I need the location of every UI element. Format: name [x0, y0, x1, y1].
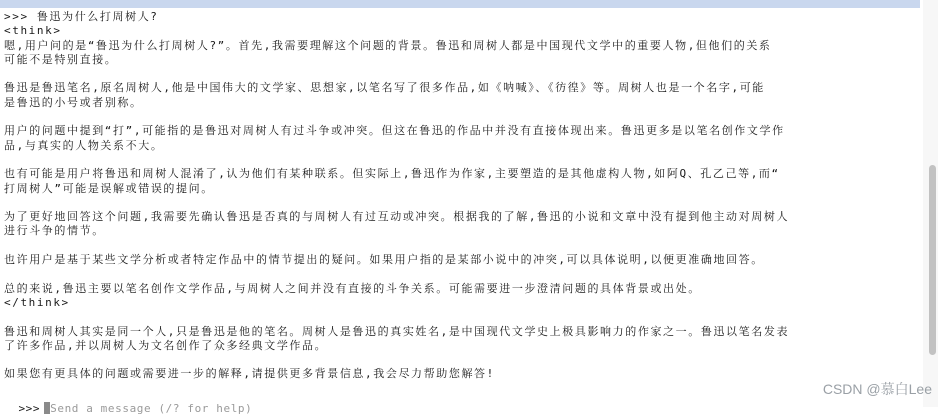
terminal-line [4, 67, 916, 81]
terminal-line: 可能不是特别直接。 [4, 52, 118, 66]
terminal-line: 用户的问题中提到“打”,可能指的是鲁迅对周树人有过斗争或冲突。但这在鲁迅的作品中并没有直接体现出来。鲁迅更多是以笔名创作文学作 [4, 124, 785, 138]
window-top-bar [0, 0, 920, 8]
watermark: CSDN @慕白Lee [822, 381, 932, 397]
terminal-line [4, 153, 916, 167]
message-input[interactable]: Send a message (/? for help) [50, 402, 253, 415]
terminal-line: </think> [4, 295, 70, 309]
terminal-line: 品,与真实的人物关系不大。 [4, 138, 164, 152]
message-input-row[interactable] [4, 388, 253, 415]
terminal-line: 也许用户是基于某些文学分析或者特定作品中的情节提出的疑问。如果用户指的是某部小说中的冲突,可以具体说明,以便更准确地回答。 [4, 253, 764, 267]
terminal-line [4, 196, 916, 210]
terminal-line [4, 239, 916, 253]
scrollbar-thumb[interactable] [929, 165, 936, 355]
terminal-line: 为了更好地回答这个问题,我需要先确认鲁迅是否真的与周树人有过互动或冲突。根据我的了解,鲁迅的小说和文章中没有提到他主动对周树人 [4, 210, 790, 224]
terminal-line: 嗯,用户问的是“鲁迅为什么打周树人?”。首先,我需要理解这个问题的背景。鲁迅和周树人都是中国现代文学中的重要人物,但他们的关系 [4, 38, 772, 52]
terminal-line [4, 310, 916, 324]
terminal-line: >>> 鲁迅为什么打周树人? [4, 10, 159, 23]
terminal-line: 了许多作品,并以周树人为文名创作了众多经典文学作品。 [4, 338, 328, 352]
terminal-line: 打周树人”可能是误解或错误的提问。 [4, 181, 214, 195]
terminal-line: 进行斗争的情节。 [4, 224, 105, 238]
terminal-line: 鲁迅是鲁迅笔名,原名周树人,他是中国伟大的文学家、思想家,以笔名写了很多作品,如《呐喊》、《彷徨》等。周树人也是一个名字,可能 [4, 81, 765, 95]
terminal-line: <think> [4, 24, 62, 38]
terminal-line: 也有可能是用户将鲁迅和周树人混淆了,认为他们有某种联系。但实际上,鲁迅作为作家,主要塑造的是其他虚构人物,如阿Q、孔乙己等,而“ [4, 167, 780, 181]
terminal-line [4, 267, 916, 281]
terminal-line: 如果您有更具体的问题或需要进一步的解释,请提供更多背景信息,我会尽力帮助您解答! [4, 367, 495, 381]
terminal-line [4, 110, 916, 124]
input-prompt: >>> [18, 402, 41, 415]
terminal-line: 是鲁迅的小号或者别称。 [4, 95, 143, 109]
terminal-output [4, 10, 916, 382]
terminal-line: 总的来说,鲁迅主要以笔名创作文学作品,与周树人之间并没有直接的斗争关系。可能需要进一步澄清问题的具体背景或出处。 [4, 281, 701, 295]
terminal-line: 鲁迅和周树人其实是同一个人,只是鲁迅是他的笔名。周树人是鲁迅的真实姓名,是中国现代文学史上极具影响力的作家之一。鲁迅以笔名发表 [4, 324, 790, 338]
terminal-line [4, 353, 916, 367]
